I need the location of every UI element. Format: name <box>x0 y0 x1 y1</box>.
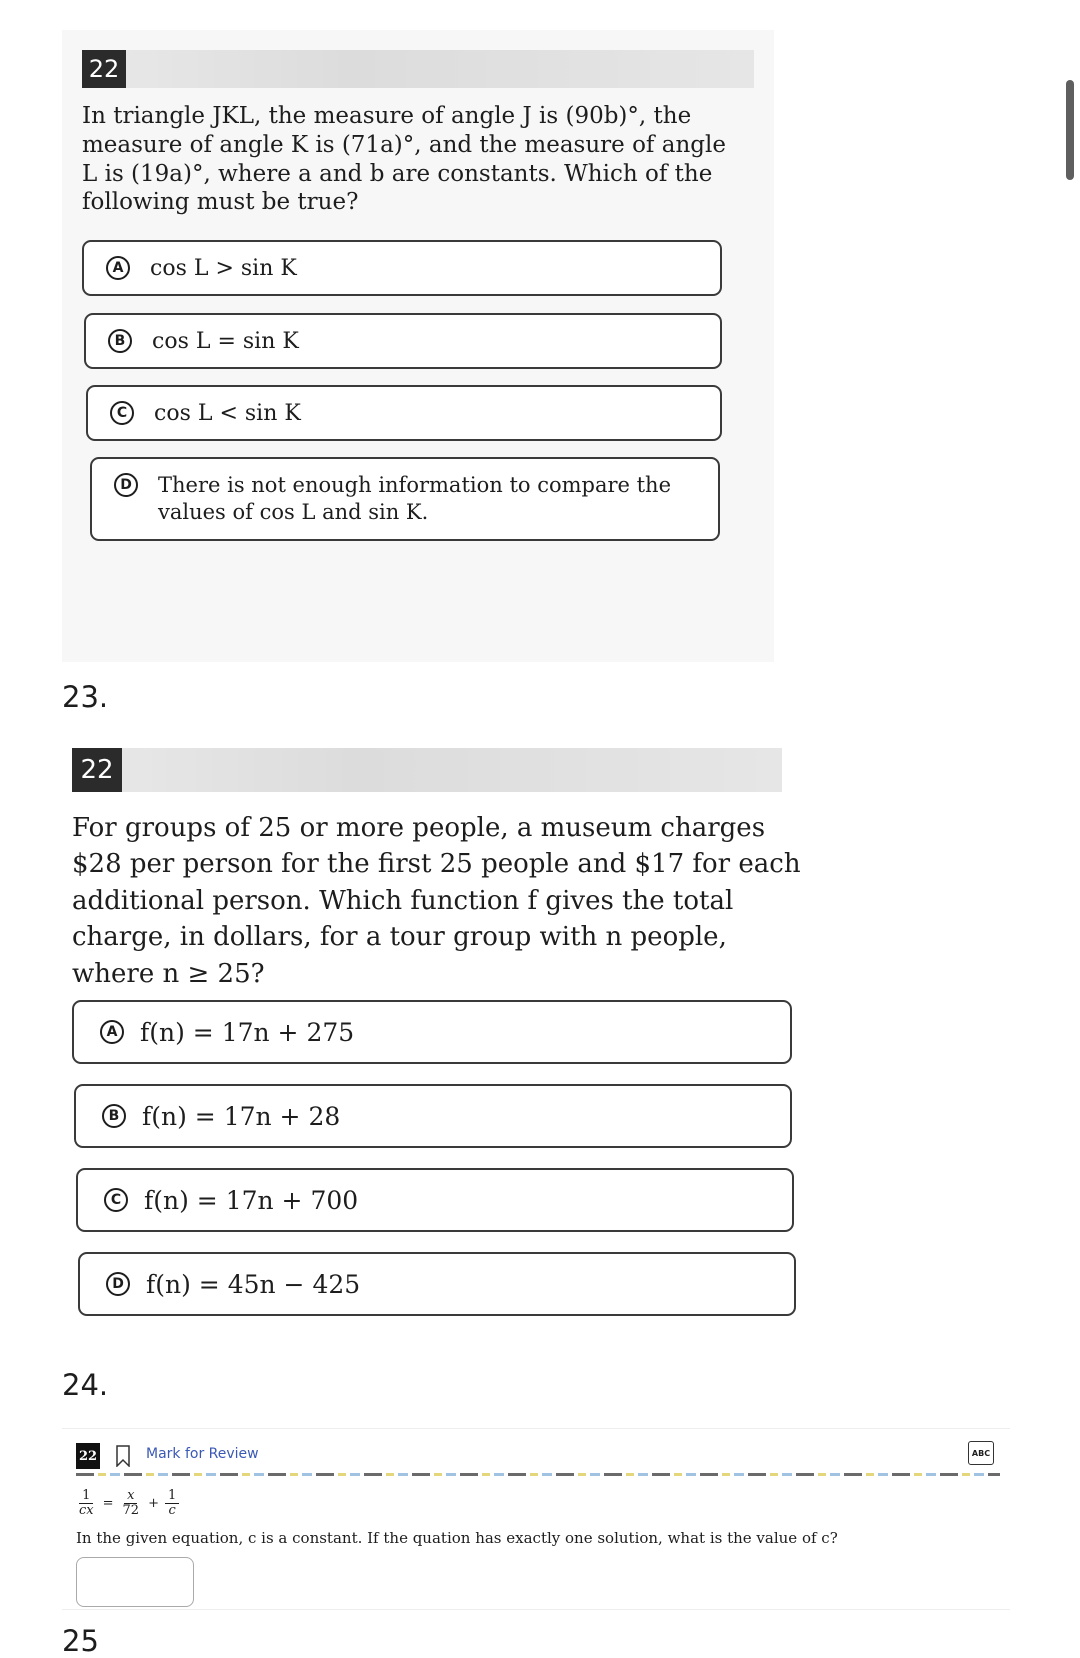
fraction-numerator: 1 <box>79 1489 93 1504</box>
abc-icon[interactable]: ABC <box>968 1441 994 1465</box>
mark-for-review-button[interactable]: Mark for Review <box>146 1446 259 1462</box>
equation-lhs-fraction <box>76 1489 97 1517</box>
problem-label-25: 25 <box>62 1624 99 1658</box>
question-header-bar <box>72 748 782 792</box>
answer-choice-b[interactable] <box>84 313 722 369</box>
choice-text: cos L > sin K <box>150 255 297 281</box>
equation-term-fraction <box>165 1489 179 1517</box>
question-number-badge: 22 <box>82 50 126 88</box>
scrollbar[interactable] <box>1066 80 1074 180</box>
question-text-line: In triangle JKL, the measure of angle J is (90b)°, the <box>82 103 692 129</box>
answer-choice-a[interactable] <box>72 1000 792 1064</box>
choice-text-line: values of cos L and sin K. <box>158 500 429 524</box>
question-text-line: measure of angle K is (71a)°, and the measure of angle <box>82 131 726 158</box>
fraction-numerator: x <box>124 1489 137 1504</box>
question-text-line: where n ≥ 25? <box>72 958 265 989</box>
question-panel-3 <box>62 1428 1010 1610</box>
question-header-bar <box>82 50 754 88</box>
answer-choice-c[interactable] <box>86 385 722 441</box>
answer-choice-c[interactable] <box>76 1168 794 1232</box>
choice-letter-c: C <box>104 1188 128 1212</box>
answer-choice-d[interactable] <box>90 457 720 541</box>
question-panel-1 <box>62 30 774 662</box>
choice-text: f(n) = 45n − 425 <box>146 1269 361 1299</box>
question-text-line: charge, in dollars, for a tour group with n people, <box>72 922 727 953</box>
choice-text: cos L = sin K <box>152 328 299 354</box>
answer-input[interactable] <box>76 1557 194 1607</box>
answer-choice-d[interactable] <box>78 1252 796 1316</box>
fraction-numerator: 1 <box>165 1489 179 1504</box>
choice-letter-d: D <box>106 1272 130 1296</box>
question-number-badge: 22 <box>76 1443 100 1469</box>
equation <box>76 1489 179 1517</box>
equation-term-fraction <box>120 1489 143 1517</box>
choice-text-line: There is not enough information to compare the <box>158 472 672 497</box>
choice-letter-c: C <box>110 401 134 425</box>
problem-label-24: 24. <box>62 1368 109 1402</box>
choice-text: f(n) = 17n + 700 <box>144 1185 359 1215</box>
equals-sign: = <box>102 1495 114 1511</box>
question-text-line: L is (19a)°, where a and b are constants. Which of the <box>82 160 713 187</box>
choice-letter-b: B <box>102 1104 126 1128</box>
fraction-denominator: 72 <box>122 1502 140 1518</box>
bookmark-icon[interactable] <box>116 1445 130 1467</box>
plus-sign: + <box>148 1495 159 1511</box>
question-text-line: $28 per person for the first 25 people and $17 for each <box>72 849 801 880</box>
question-text-line: additional person. Which function f gives the total <box>72 885 734 916</box>
fraction-denominator: cx <box>79 1502 94 1518</box>
question-text <box>82 102 726 217</box>
choice-letter-a: A <box>100 1020 124 1044</box>
choice-letter-b: B <box>108 329 132 353</box>
question-text-line: For groups of 25 or more people, a museum charges <box>72 813 766 843</box>
choice-text: f(n) = 17n + 275 <box>140 1017 355 1047</box>
choice-letter-a: A <box>106 256 130 280</box>
problem-label-23: 23. <box>62 680 109 714</box>
header-divider <box>76 1473 1000 1476</box>
choice-text: cos L < sin K <box>154 400 301 426</box>
question-text: In the given equation, c is a constant. If the quation has exactly one solution, what is the value of c? <box>76 1529 838 1547</box>
choice-letter-d: D <box>114 473 138 497</box>
answer-choice-a[interactable] <box>82 240 722 296</box>
choice-text: f(n) = 17n + 28 <box>142 1101 341 1131</box>
question-text <box>72 810 801 992</box>
question-panel-2 <box>62 748 802 1348</box>
question-number-badge: 22 <box>72 748 122 792</box>
question-text-line: following must be true? <box>82 189 359 216</box>
fraction-denominator: c <box>168 1502 176 1518</box>
answer-choice-b[interactable] <box>74 1084 792 1148</box>
choice-text <box>158 472 671 527</box>
